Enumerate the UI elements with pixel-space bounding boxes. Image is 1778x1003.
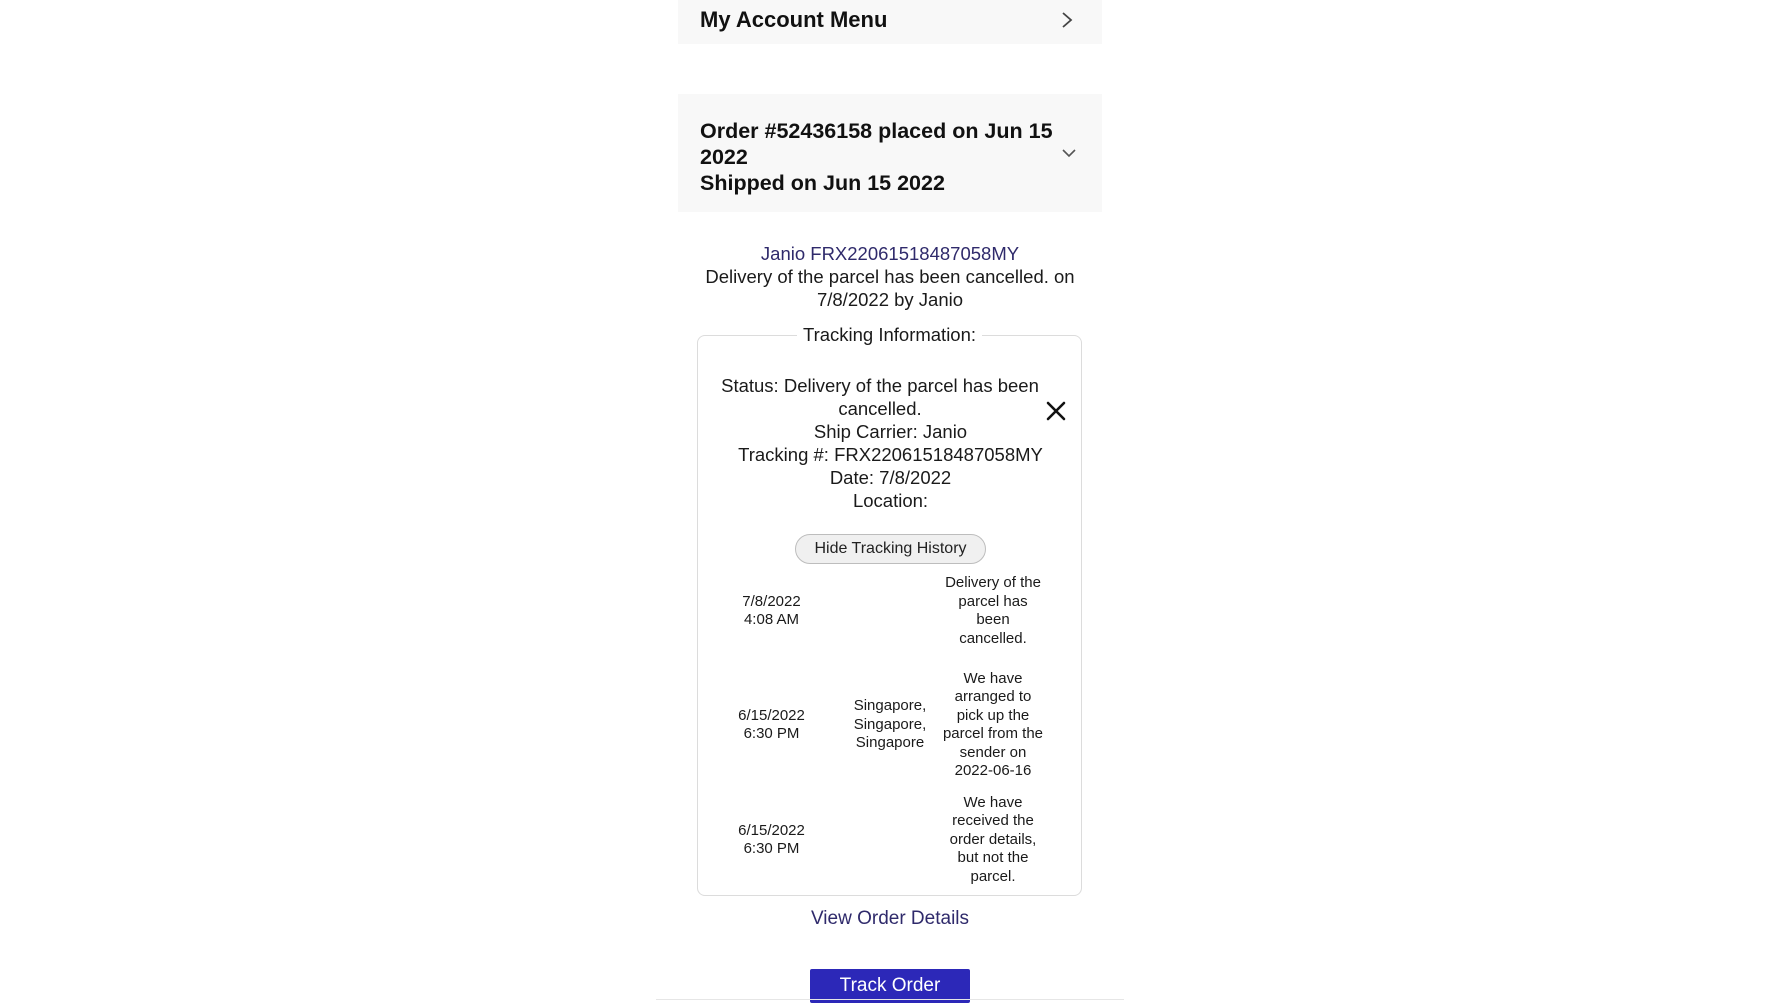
order-shipped-line: Shipped on Jun 15 2022	[700, 171, 945, 195]
carrier-tracking-link[interactable]: Janio FRX22061518487058MY	[760, 243, 1020, 264]
history-time: 4:08 AM	[743, 611, 800, 628]
account-menu-toggle[interactable]	[678, 0, 1102, 44]
history-row	[698, 790, 1083, 890]
history-description: We have received the order details, but not the parcel.	[949, 793, 1037, 885]
history-location: Singapore, Singapore, Singapore	[853, 697, 927, 752]
tracking-location: Location:	[852, 490, 929, 511]
tracking-number: Tracking #: FRX22061518487058MY	[738, 444, 1043, 465]
tracking-details	[698, 374, 1083, 512]
history-date: 6/15/2022	[738, 821, 805, 839]
history-date: 7/8/2022	[742, 592, 801, 610]
history-description: Delivery of the parcel has been cancelled.	[945, 574, 1041, 647]
history-datetime	[698, 707, 845, 744]
history-description: We have arranged to pick up the parcel from the sender on 2022-06-16	[942, 669, 1044, 779]
history-time: 6:30 PM	[743, 725, 800, 742]
tracking-summary	[678, 242, 1102, 311]
hide-tracking-history-button[interactable]: Hide Tracking History	[795, 534, 986, 564]
chevron-right-icon	[1058, 0, 1076, 30]
track-order-button[interactable]: Track Order	[810, 969, 970, 1003]
tracking-information-legend: Tracking Information:	[802, 324, 977, 345]
chevron-down-icon	[1060, 146, 1078, 160]
order-header-toggle[interactable]	[678, 94, 1102, 212]
account-menu-title: My Account Menu	[700, 7, 888, 32]
account-column	[678, 0, 1102, 1000]
history-time: 6:30 PM	[743, 840, 800, 857]
tracking-carrier: Ship Carrier: Janio	[813, 421, 968, 442]
summary-status-text: Delivery of the parcel has been cancelled. on 7/8/2022 by Janio	[705, 266, 1075, 310]
history-row	[698, 666, 1083, 784]
close-icon[interactable]	[1045, 400, 1067, 422]
tracking-status: Status: Delivery of the parcel has been cancelled.	[721, 375, 1039, 419]
order-header-text	[700, 118, 1060, 196]
history-datetime	[698, 593, 845, 630]
view-order-details-link[interactable]: View Order Details	[810, 908, 970, 929]
order-placed-line: Order #52436158 placed on Jun 15 2022	[700, 119, 1053, 169]
history-datetime	[698, 822, 845, 859]
history-row	[698, 570, 1083, 652]
tracking-date: Date: 7/8/2022	[829, 467, 952, 488]
tracking-information-panel	[697, 324, 1082, 896]
history-date: 6/15/2022	[738, 706, 805, 724]
tracking-history-table	[698, 570, 1083, 890]
